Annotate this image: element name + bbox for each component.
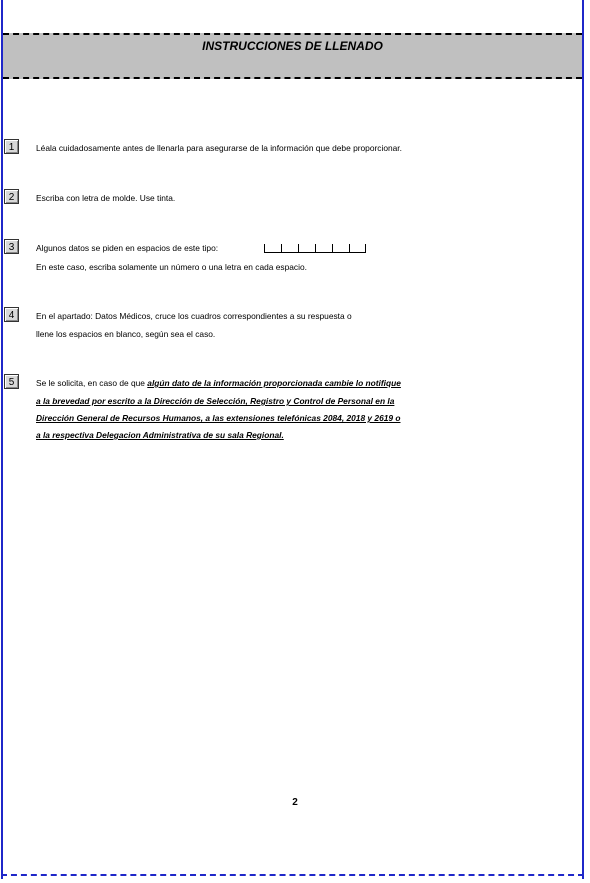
item-5-emphasis-1: algún dato de la información proporcionada cambie lo notifique: [147, 378, 401, 388]
item-number-5: 5: [4, 374, 19, 389]
character-boxes-example: [264, 244, 366, 253]
item-1-text: Léala cuidadosamente antes de llenarla para asegurarse de la información que debe proporcionar.: [36, 143, 402, 153]
item-4-line-1: En el apartado: Datos Médicos, cruce los cuadros correspondientes a su respuesta o: [36, 311, 352, 321]
item-3-line-1: Algunos datos se piden en espacios de este tipo:: [36, 243, 219, 253]
item-4-line-2: llene los espacios en blanco, según sea el caso.: [36, 329, 216, 339]
item-5-intro: Se le solicita, en caso de que: [36, 378, 148, 388]
item-5-line-3: Dirección General de Recursos Humanos, a las extensiones telefónicas 2084, 2018 y 2619 o: [36, 413, 401, 423]
item-5-line-2: a la brevedad por escrito a la Dirección de Selección, Registro y Control de Personal en la: [36, 396, 395, 406]
header-band: [3, 33, 582, 79]
item-5-line-4: a la respectiva Delegacion Administrativa de su sala Regional.: [36, 430, 284, 440]
item-5-line-1: [36, 378, 401, 388]
item-2-text: Escriba con letra de molde. Use tinta.: [36, 193, 176, 203]
item-number-2: 2: [4, 189, 19, 204]
item-number-1: 1: [4, 139, 19, 154]
item-3-line-2: En este caso, escriba solamente un número o una letra en cada espacio.: [36, 262, 307, 272]
item-number-3: 3: [4, 239, 19, 254]
item-number-4: 4: [4, 307, 19, 322]
page-title: INSTRUCCIONES DE LLENADO: [202, 39, 383, 53]
page-bottom-border: [1, 874, 584, 876]
page-number: 2: [292, 797, 298, 808]
